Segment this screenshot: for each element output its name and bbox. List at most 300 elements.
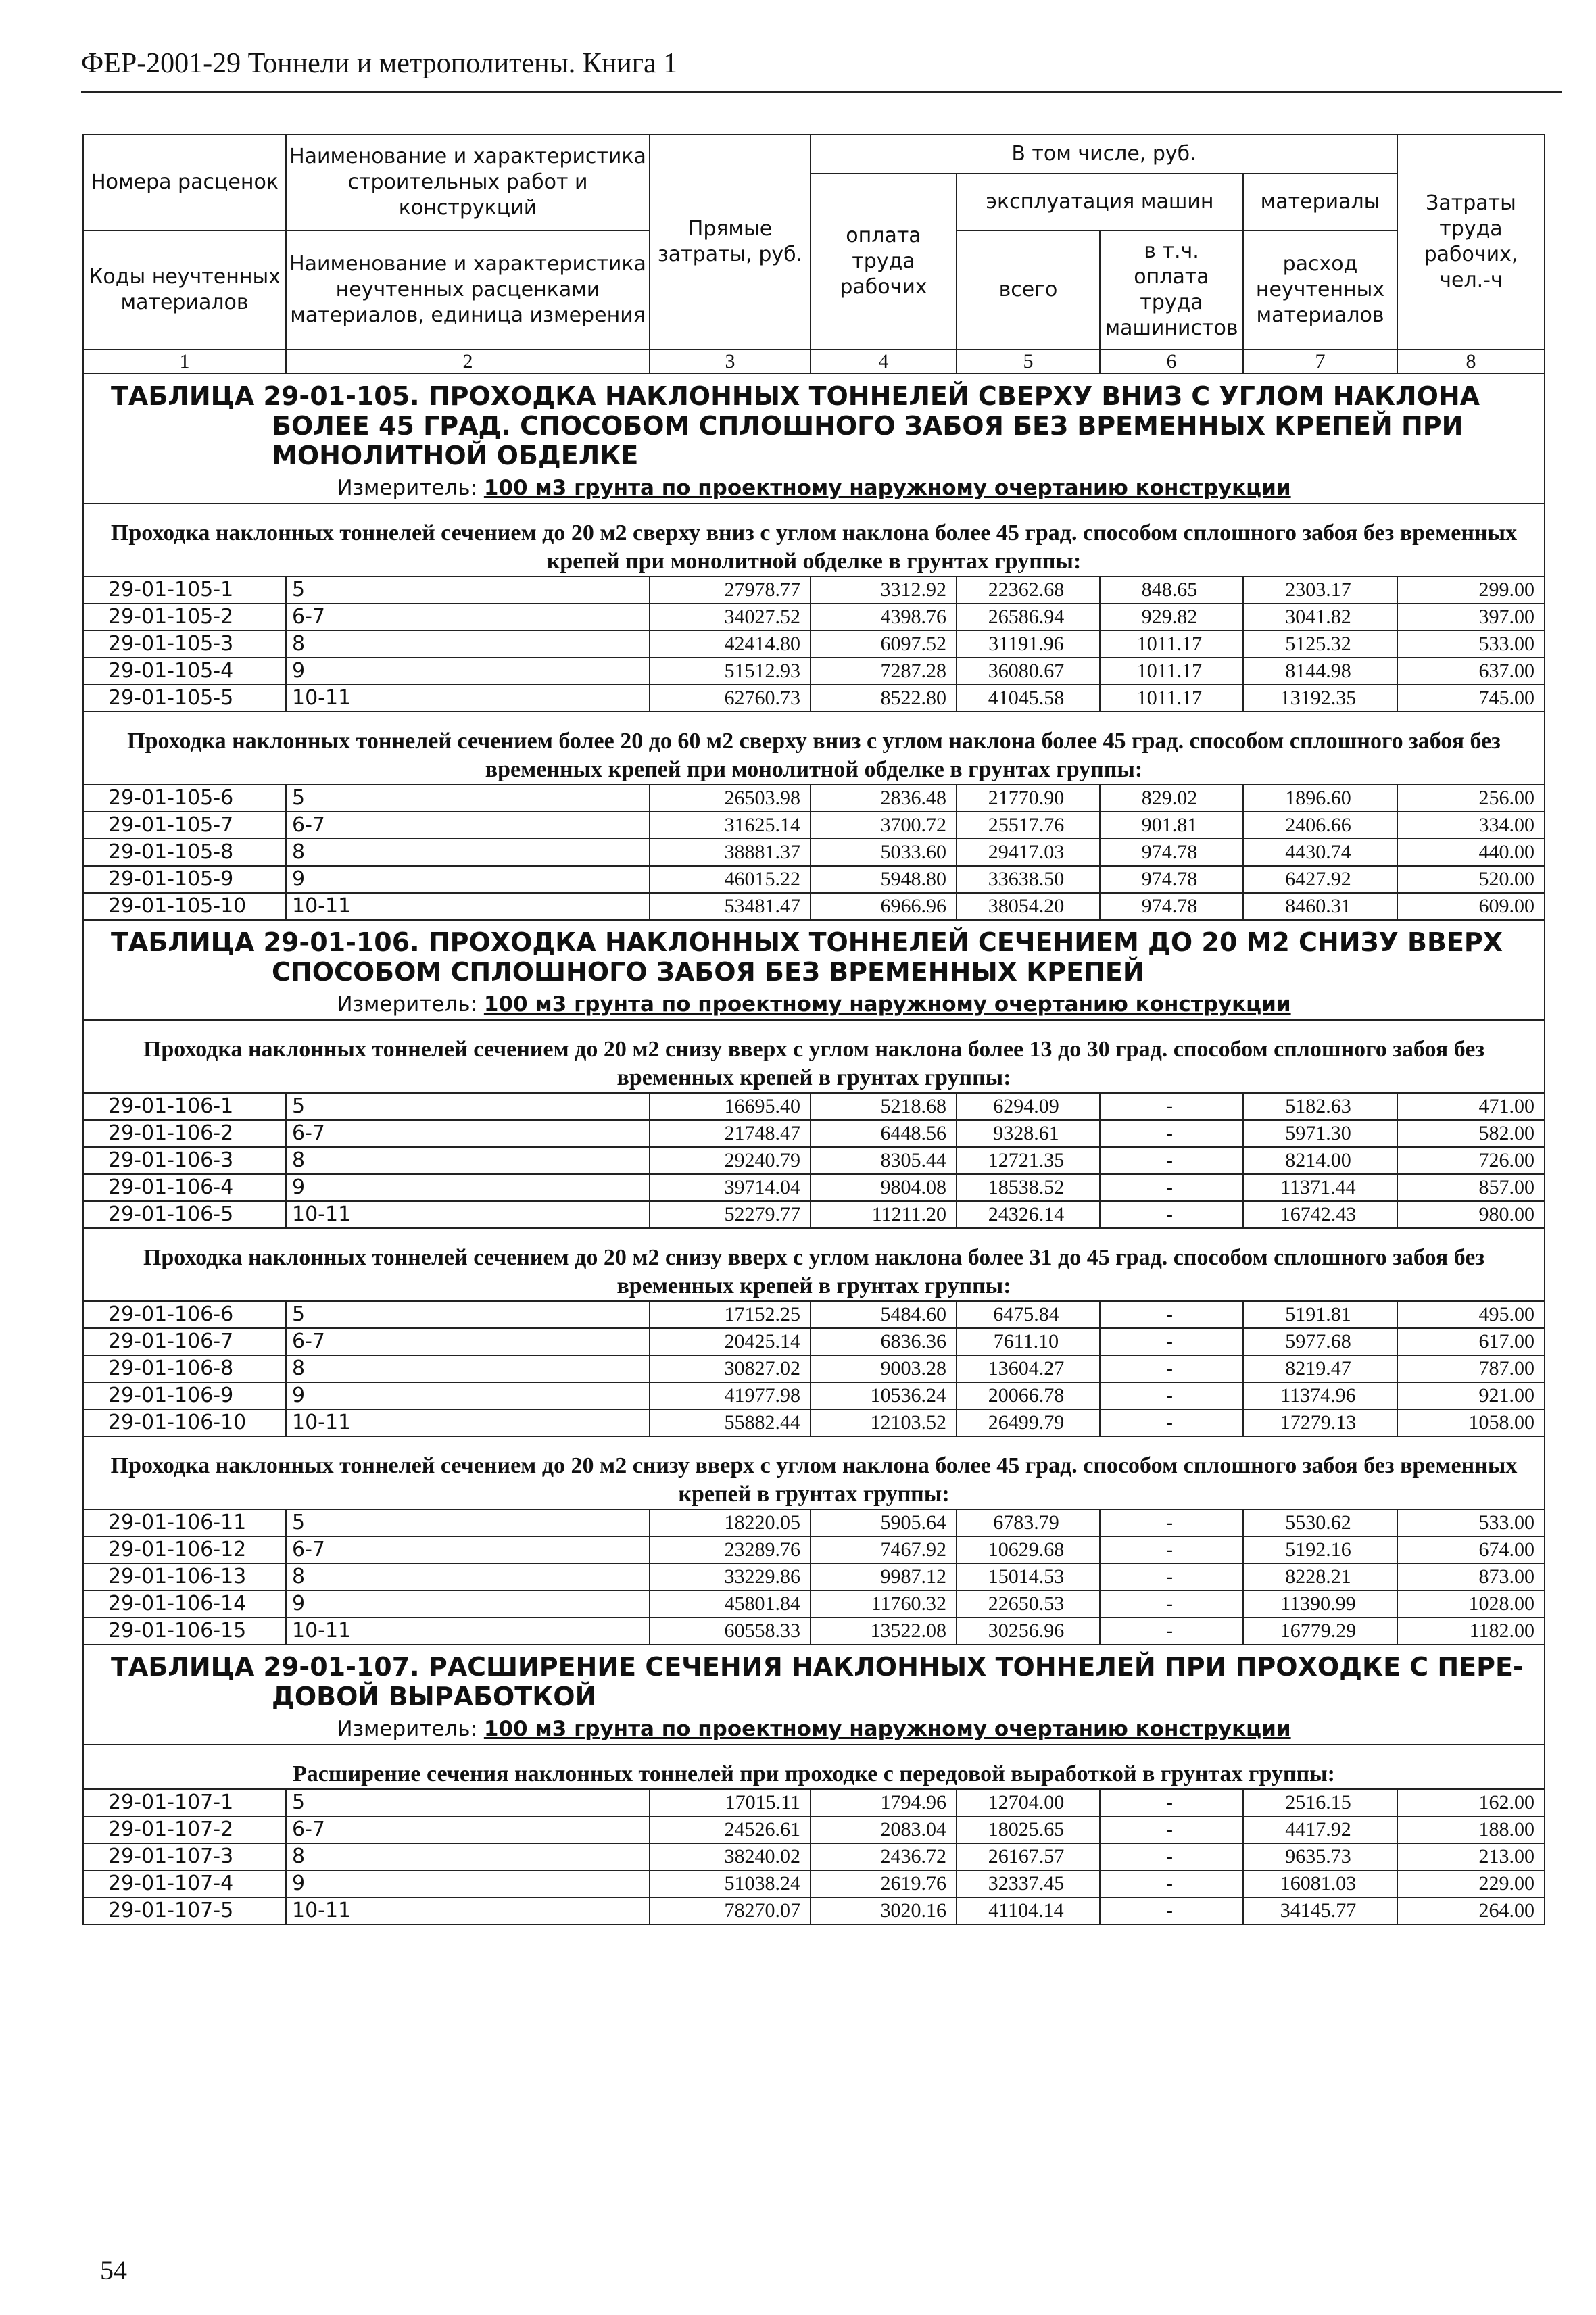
table-row: [83, 1617, 1545, 1644]
materials-cost: 8228.21: [1243, 1563, 1397, 1590]
machines-total: 7611.10: [957, 1328, 1100, 1355]
materials-cost: 4417.92: [1243, 1816, 1397, 1843]
worker-pay: 9003.28: [811, 1355, 957, 1382]
table-row: [83, 1789, 1545, 1816]
header-labor-hours: Затраты труда рабочих, чел.-ч: [1397, 135, 1545, 349]
soil-group: 10-11: [286, 1897, 650, 1924]
table-row: [83, 1120, 1545, 1147]
unit-label: Измеритель:: [337, 1717, 477, 1741]
table-row: [83, 1409, 1545, 1436]
worker-pay: 11211.20: [811, 1201, 957, 1228]
header-machinist-pay: в т.ч. оплата труда машинистов: [1100, 230, 1243, 349]
table-row: [83, 1301, 1545, 1328]
rate-code: 29-01-105-3: [83, 631, 286, 658]
direct-costs: 51038.24: [650, 1870, 811, 1897]
header-material-names: Наименование и характеристика неучтенных расценками материалов, единица измерения: [286, 230, 650, 349]
rate-code: 29-01-106-12: [83, 1536, 286, 1563]
labor-hours: 299.00: [1397, 577, 1545, 604]
labor-hours: 637.00: [1397, 658, 1545, 685]
soil-group: 8: [286, 1147, 650, 1174]
unit-of-measure: [83, 987, 1545, 1020]
labor-hours: 213.00: [1397, 1843, 1545, 1870]
labor-hours: 857.00: [1397, 1174, 1545, 1201]
direct-costs: 39714.04: [650, 1174, 811, 1201]
group-caption-row: [83, 1020, 1545, 1093]
header-machine-operation: эксплуатация машин: [957, 174, 1243, 230]
direct-costs: 34027.52: [650, 604, 811, 631]
direct-costs: 27978.77: [650, 577, 811, 604]
machines-total: 6294.09: [957, 1093, 1100, 1120]
rate-code: 29-01-107-2: [83, 1816, 286, 1843]
soil-group: 9: [286, 1590, 650, 1617]
soil-group: 6-7: [286, 1536, 650, 1563]
table-title-line: ТАБЛИЦА 29-01-105. ПРОХОДКА НАКЛОННЫХ ТОННЕЛЕЙ СВЕРХУ ВНИЗ С УГЛОМ НАКЛОНА: [111, 381, 1480, 411]
machines-total: 20066.78: [957, 1382, 1100, 1409]
materials-cost: 6427.92: [1243, 866, 1397, 893]
table-row: [83, 1536, 1545, 1563]
labor-hours: 533.00: [1397, 631, 1545, 658]
machinist-pay: -: [1100, 1201, 1243, 1228]
machinist-pay: -: [1100, 1816, 1243, 1843]
rate-code: 29-01-105-4: [83, 658, 286, 685]
soil-group: 5: [286, 1509, 650, 1536]
header-direct-costs: Прямые затраты, руб.: [650, 135, 811, 349]
direct-costs: 41977.98: [650, 1382, 811, 1409]
machinist-pay: 929.82: [1100, 604, 1243, 631]
machines-total: 22650.53: [957, 1590, 1100, 1617]
labor-hours: 1058.00: [1397, 1409, 1545, 1436]
unit-value-text: 100 м3 грунта по проектному наружному очертанию конструкции: [483, 992, 1291, 1017]
rate-code: 29-01-106-10: [83, 1409, 286, 1436]
materials-cost: 3041.82: [1243, 604, 1397, 631]
rate-code: 29-01-107-3: [83, 1843, 286, 1870]
labor-hours: 980.00: [1397, 1201, 1545, 1228]
rate-code: 29-01-106-2: [83, 1120, 286, 1147]
direct-costs: 45801.84: [650, 1590, 811, 1617]
group-caption: Проходка наклонных тоннелей сечением до 20 м2 сверху вниз с углом наклона более 45 град. способом сплошного забоя без временных крепей при монолитной обделке в грунтах группы:: [83, 504, 1545, 577]
unit-value: [484, 1717, 1291, 1741]
column-number: 4: [811, 349, 957, 374]
materials-cost: 8460.31: [1243, 893, 1397, 920]
rate-code: 29-01-106-1: [83, 1093, 286, 1120]
machines-total: 41104.14: [957, 1897, 1100, 1924]
machinist-pay: -: [1100, 1409, 1243, 1436]
machinist-pay: 974.78: [1100, 839, 1243, 866]
worker-pay: 6836.36: [811, 1328, 957, 1355]
table-title-row: [83, 374, 1545, 470]
machines-total: 13604.27: [957, 1355, 1100, 1382]
rate-code: 29-01-105-2: [83, 604, 286, 631]
table-row: [83, 1093, 1545, 1120]
machinist-pay: 829.02: [1100, 785, 1243, 812]
labor-hours: 787.00: [1397, 1355, 1545, 1382]
worker-pay: 5948.80: [811, 866, 957, 893]
materials-cost: 34145.77: [1243, 1897, 1397, 1924]
materials-cost: 1896.60: [1243, 785, 1397, 812]
rate-code: 29-01-105-9: [83, 866, 286, 893]
machines-total: 21770.90: [957, 785, 1100, 812]
table-title-continuation: БОЛЕЕ 45 ГРАД. СПОСОБОМ СПЛОШНОГО ЗАБОЯ БЕЗ ВРЕМЕННЫХ КРЕПЕЙ ПРИ МОНОЛИТНОЙ ОБДЕЛКЕ: [272, 411, 1464, 470]
direct-costs: 31625.14: [650, 812, 811, 839]
table-row: [83, 604, 1545, 631]
machinist-pay: -: [1100, 1897, 1243, 1924]
header-in-total: В том числе, руб.: [811, 135, 1397, 174]
machines-total: 38054.20: [957, 893, 1100, 920]
table-row: [83, 1382, 1545, 1409]
labor-hours: 921.00: [1397, 1382, 1545, 1409]
soil-group: 10-11: [286, 1409, 650, 1436]
column-number: 3: [650, 349, 811, 374]
materials-cost: 2303.17: [1243, 577, 1397, 604]
column-number: 7: [1243, 349, 1397, 374]
machines-total: 6783.79: [957, 1509, 1100, 1536]
labor-hours: 873.00: [1397, 1563, 1545, 1590]
rate-code: 29-01-106-5: [83, 1201, 286, 1228]
table-title-line: ТАБЛИЦА 29-01-106. ПРОХОДКА НАКЛОННЫХ ТОННЕЛЕЙ СЕЧЕНИЕМ ДО 20 М2 СНИЗУ ВВЕРХ: [111, 927, 1503, 957]
header-material-codes: Коды неучтенных материалов: [83, 230, 286, 349]
worker-pay: 6966.96: [811, 893, 957, 920]
machinist-pay: -: [1100, 1617, 1243, 1644]
direct-costs: 38240.02: [650, 1843, 811, 1870]
materials-cost: 16081.03: [1243, 1870, 1397, 1897]
materials-cost: 5192.16: [1243, 1536, 1397, 1563]
soil-group: 9: [286, 1174, 650, 1201]
direct-costs: 16695.40: [650, 1093, 811, 1120]
machines-total: 29417.03: [957, 839, 1100, 866]
rate-code: 29-01-105-6: [83, 785, 286, 812]
worker-pay: 9987.12: [811, 1563, 957, 1590]
unit-value: [484, 992, 1291, 1017]
soil-group: 10-11: [286, 1617, 650, 1644]
rate-code: 29-01-106-4: [83, 1174, 286, 1201]
soil-group: 5: [286, 1301, 650, 1328]
table-row: [83, 685, 1545, 712]
group-caption: Проходка наклонных тоннелей сечением до 20 м2 снизу вверх с углом наклона более 31 до 45 град. способом сплошного забоя без временных крепей в грунтах группы:: [83, 1228, 1545, 1301]
header-worker-pay: оплата труда рабочих: [811, 174, 957, 349]
direct-costs: 26503.98: [650, 785, 811, 812]
labor-hours: 229.00: [1397, 1870, 1545, 1897]
worker-pay: 3312.92: [811, 577, 957, 604]
direct-costs: 17152.25: [650, 1301, 811, 1328]
soil-group: 6-7: [286, 604, 650, 631]
unit-of-measure: [83, 470, 1545, 504]
unit-of-measure: [83, 1711, 1545, 1745]
machines-total: 18025.65: [957, 1816, 1100, 1843]
table-row: [83, 1174, 1545, 1201]
materials-cost: 16742.43: [1243, 1201, 1397, 1228]
worker-pay: 4398.76: [811, 604, 957, 631]
column-number: 1: [83, 349, 286, 374]
materials-cost: 5191.81: [1243, 1301, 1397, 1328]
worker-pay: 10536.24: [811, 1382, 957, 1409]
rate-code: 29-01-105-10: [83, 893, 286, 920]
labor-hours: 162.00: [1397, 1789, 1545, 1816]
rate-code: 29-01-106-15: [83, 1617, 286, 1644]
machines-total: 12721.35: [957, 1147, 1100, 1174]
soil-group: 5: [286, 577, 650, 604]
rate-code: 29-01-106-11: [83, 1509, 286, 1536]
worker-pay: 7467.92: [811, 1536, 957, 1563]
header-rule: [81, 91, 1562, 93]
labor-hours: 609.00: [1397, 893, 1545, 920]
table-row: [83, 866, 1545, 893]
direct-costs: 29240.79: [650, 1147, 811, 1174]
table-row: [83, 1509, 1545, 1536]
unit-row: [83, 470, 1545, 504]
soil-group: 10-11: [286, 1201, 650, 1228]
soil-group: 5: [286, 1093, 650, 1120]
machinist-pay: -: [1100, 1301, 1243, 1328]
direct-costs: 60558.33: [650, 1617, 811, 1644]
soil-group: 10-11: [286, 893, 650, 920]
table-row: [83, 785, 1545, 812]
materials-cost: 5125.32: [1243, 631, 1397, 658]
labor-hours: 674.00: [1397, 1536, 1545, 1563]
table-row: [83, 631, 1545, 658]
group-caption-row: [83, 1745, 1545, 1789]
machinist-pay: -: [1100, 1120, 1243, 1147]
direct-costs: 55882.44: [650, 1409, 811, 1436]
group-caption: Проходка наклонных тоннелей сечением до 20 м2 снизу вверх с углом наклона более 13 до 30 град. способом сплошного забоя без временных крепей в грунтах группы:: [83, 1020, 1545, 1093]
machinist-pay: 1011.17: [1100, 631, 1243, 658]
table-row: [83, 1355, 1545, 1382]
table-header: [83, 135, 1545, 374]
labor-hours: 334.00: [1397, 812, 1545, 839]
machinist-pay: -: [1100, 1147, 1243, 1174]
rate-code: 29-01-105-7: [83, 812, 286, 839]
worker-pay: 6448.56: [811, 1120, 957, 1147]
worker-pay: 5033.60: [811, 839, 957, 866]
labor-hours: 533.00: [1397, 1509, 1545, 1536]
rate-code: 29-01-106-8: [83, 1355, 286, 1382]
table-row: [83, 1870, 1545, 1897]
labor-hours: 1028.00: [1397, 1590, 1545, 1617]
soil-group: 6-7: [286, 1328, 650, 1355]
machinist-pay: -: [1100, 1174, 1243, 1201]
soil-group: 8: [286, 839, 650, 866]
soil-group: 8: [286, 631, 650, 658]
unit-row: [83, 987, 1545, 1020]
machines-total: 30256.96: [957, 1617, 1100, 1644]
group-caption: Проходка наклонных тоннелей сечением до 20 м2 снизу вверх с углом наклона более 45 град. способом сплошного забоя без временных крепей в грунтах группы:: [83, 1436, 1545, 1509]
running-header: ФЕР-2001-29 Тоннели и метрополитены. Книга 1: [81, 48, 678, 79]
worker-pay: 2436.72: [811, 1843, 957, 1870]
soil-group: 9: [286, 866, 650, 893]
direct-costs: 51512.93: [650, 658, 811, 685]
worker-pay: 8305.44: [811, 1147, 957, 1174]
machines-total: 15014.53: [957, 1563, 1100, 1590]
labor-hours: 617.00: [1397, 1328, 1545, 1355]
worker-pay: 2619.76: [811, 1870, 957, 1897]
rate-code: 29-01-107-4: [83, 1870, 286, 1897]
machines-total: 24326.14: [957, 1201, 1100, 1228]
group-caption-row: [83, 1228, 1545, 1301]
materials-cost: 5182.63: [1243, 1093, 1397, 1120]
soil-group: 6-7: [286, 812, 650, 839]
table-title: [83, 920, 1545, 987]
labor-hours: 520.00: [1397, 866, 1545, 893]
column-number: 2: [286, 349, 650, 374]
labor-hours: 495.00: [1397, 1301, 1545, 1328]
direct-costs: 23289.76: [650, 1536, 811, 1563]
materials-cost: 13192.35: [1243, 685, 1397, 712]
table-row: [83, 893, 1545, 920]
table-row: [83, 1590, 1545, 1617]
table-row: [83, 812, 1545, 839]
machinist-pay: 1011.17: [1100, 685, 1243, 712]
materials-cost: 4430.74: [1243, 839, 1397, 866]
worker-pay: 3020.16: [811, 1897, 957, 1924]
worker-pay: 6097.52: [811, 631, 957, 658]
machinist-pay: -: [1100, 1870, 1243, 1897]
direct-costs: 62760.73: [650, 685, 811, 712]
direct-costs: 20425.14: [650, 1328, 811, 1355]
rate-code: 29-01-107-5: [83, 1897, 286, 1924]
materials-cost: 9635.73: [1243, 1843, 1397, 1870]
rate-code: 29-01-106-6: [83, 1301, 286, 1328]
header-rate-numbers: Номера расценок: [83, 135, 286, 230]
soil-group: 9: [286, 1382, 650, 1409]
machinist-pay: -: [1100, 1563, 1243, 1590]
soil-group: 6-7: [286, 1816, 650, 1843]
table-row: [83, 577, 1545, 604]
table-row: [83, 839, 1545, 866]
column-number: 6: [1100, 349, 1243, 374]
group-caption-row: [83, 712, 1545, 785]
soil-group: 8: [286, 1563, 650, 1590]
machines-total: 25517.76: [957, 812, 1100, 839]
rate-code: 29-01-106-9: [83, 1382, 286, 1409]
direct-costs: 21748.47: [650, 1120, 811, 1147]
machinist-pay: 901.81: [1100, 812, 1243, 839]
machinist-pay: -: [1100, 1382, 1243, 1409]
soil-group: 8: [286, 1355, 650, 1382]
machinist-pay: -: [1100, 1536, 1243, 1563]
soil-group: 9: [286, 1870, 650, 1897]
worker-pay: 7287.28: [811, 658, 957, 685]
direct-costs: 38881.37: [650, 839, 811, 866]
direct-costs: 18220.05: [650, 1509, 811, 1536]
labor-hours: 726.00: [1397, 1147, 1545, 1174]
machines-total: 26167.57: [957, 1843, 1100, 1870]
machines-total: 26586.94: [957, 604, 1100, 631]
materials-cost: 11374.96: [1243, 1382, 1397, 1409]
labor-hours: 256.00: [1397, 785, 1545, 812]
machinist-pay: -: [1100, 1328, 1243, 1355]
machines-total: 33638.50: [957, 866, 1100, 893]
header-unaccounted-materials: расход неучтенных материалов: [1243, 230, 1397, 349]
labor-hours: 440.00: [1397, 839, 1545, 866]
table-row: [83, 1843, 1545, 1870]
worker-pay: 2083.04: [811, 1816, 957, 1843]
unit-value-text: 100 м3 грунта по проектному наружному очертанию конструкции: [483, 476, 1291, 500]
table-title: [83, 1644, 1545, 1711]
machines-total: 22362.68: [957, 577, 1100, 604]
machinist-pay: 848.65: [1100, 577, 1243, 604]
materials-cost: 8214.00: [1243, 1147, 1397, 1174]
worker-pay: 9804.08: [811, 1174, 957, 1201]
machinist-pay: -: [1100, 1355, 1243, 1382]
materials-cost: 16779.29: [1243, 1617, 1397, 1644]
table-body: [83, 374, 1545, 1924]
worker-pay: 13522.08: [811, 1617, 957, 1644]
materials-cost: 2516.15: [1243, 1789, 1397, 1816]
machinist-pay: -: [1100, 1093, 1243, 1120]
machinist-pay: -: [1100, 1843, 1243, 1870]
materials-cost: 17279.13: [1243, 1409, 1397, 1436]
machines-total: 41045.58: [957, 685, 1100, 712]
rate-code: 29-01-105-1: [83, 577, 286, 604]
table-title: [83, 374, 1545, 470]
rate-code: 29-01-105-5: [83, 685, 286, 712]
column-number: 8: [1397, 349, 1545, 374]
machines-total: 6475.84: [957, 1301, 1100, 1328]
machinist-pay: 974.78: [1100, 866, 1243, 893]
machinist-pay: -: [1100, 1789, 1243, 1816]
column-number: 5: [957, 349, 1100, 374]
rate-code: 29-01-106-13: [83, 1563, 286, 1590]
unit-value: [484, 476, 1291, 500]
group-caption: Расширение сечения наклонных тоннелей при проходке с передовой выработкой в грунтах группы:: [83, 1745, 1545, 1789]
worker-pay: 5218.68: [811, 1093, 957, 1120]
machines-total: 26499.79: [957, 1409, 1100, 1436]
direct-costs: 33229.86: [650, 1563, 811, 1590]
unit-row: [83, 1711, 1545, 1745]
page-number: 54: [100, 2255, 127, 2285]
price-table: [82, 134, 1545, 1925]
materials-cost: 11371.44: [1243, 1174, 1397, 1201]
soil-group: 5: [286, 785, 650, 812]
materials-cost: 5530.62: [1243, 1509, 1397, 1536]
table-title-continuation: СПОСОБОМ СПЛОШНОГО ЗАБОЯ БЕЗ ВРЕМЕННЫХ КРЕПЕЙ: [272, 957, 1144, 987]
table-title-line: ТАБЛИЦА 29-01-107. РАСШИРЕНИЕ СЕЧЕНИЯ НАКЛОННЫХ ТОННЕЛЕЙ ПРИ ПРОХОДКЕ С ПЕРЕ-: [111, 1652, 1524, 1682]
table-row: [83, 1816, 1545, 1843]
table-row: [83, 1201, 1545, 1228]
materials-cost: 5977.68: [1243, 1328, 1397, 1355]
labor-hours: 471.00: [1397, 1093, 1545, 1120]
machines-total: 12704.00: [957, 1789, 1100, 1816]
machines-total: 31191.96: [957, 631, 1100, 658]
machines-total: 10629.68: [957, 1536, 1100, 1563]
worker-pay: 12103.52: [811, 1409, 957, 1436]
materials-cost: 8219.47: [1243, 1355, 1397, 1382]
materials-cost: 8144.98: [1243, 658, 1397, 685]
soil-group: 5: [286, 1789, 650, 1816]
worker-pay: 5905.64: [811, 1509, 957, 1536]
machinist-pay: 974.78: [1100, 893, 1243, 920]
machinist-pay: -: [1100, 1590, 1243, 1617]
rate-code: 29-01-107-1: [83, 1789, 286, 1816]
table-title-row: [83, 920, 1545, 987]
direct-costs: 24526.61: [650, 1816, 811, 1843]
labor-hours: 264.00: [1397, 1897, 1545, 1924]
labor-hours: 397.00: [1397, 604, 1545, 631]
header-machines-total: всего: [957, 230, 1100, 349]
rate-code: 29-01-106-3: [83, 1147, 286, 1174]
group-caption-row: [83, 1436, 1545, 1509]
rate-code: 29-01-106-14: [83, 1590, 286, 1617]
unit-label: Измеритель:: [337, 476, 477, 500]
table-title-row: [83, 1644, 1545, 1711]
machines-total: 36080.67: [957, 658, 1100, 685]
header-work-name: Наименование и характеристика строительных работ и конструкций: [286, 135, 650, 230]
labor-hours: 1182.00: [1397, 1617, 1545, 1644]
direct-costs: 53481.47: [650, 893, 811, 920]
worker-pay: 3700.72: [811, 812, 957, 839]
rate-code: 29-01-105-8: [83, 839, 286, 866]
labor-hours: 582.00: [1397, 1120, 1545, 1147]
materials-cost: 5971.30: [1243, 1120, 1397, 1147]
